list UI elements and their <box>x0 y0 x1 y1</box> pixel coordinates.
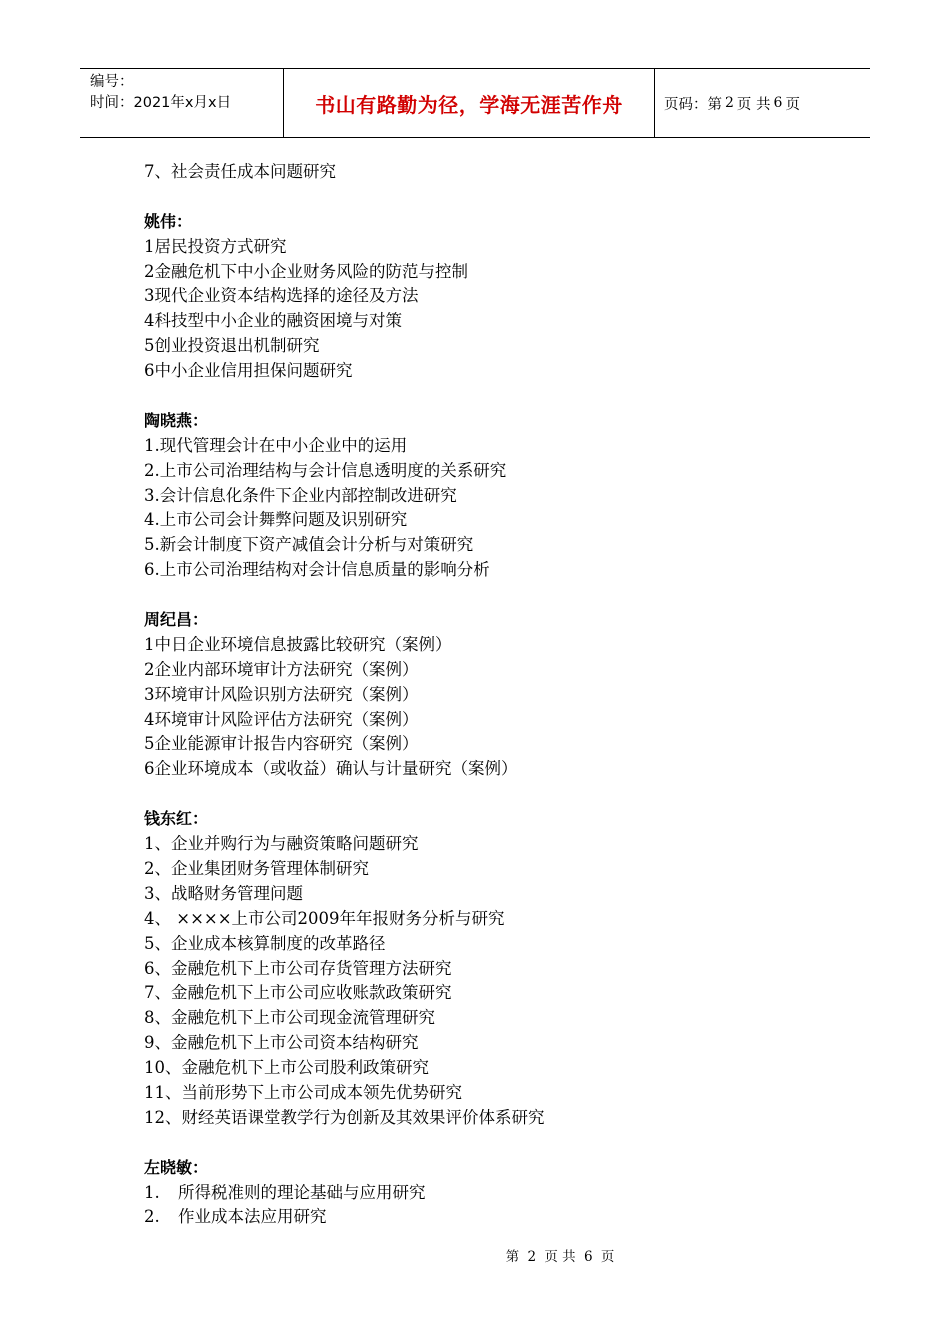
list-item: 1、企业并购行为与融资策略问题研究 <box>144 834 419 854</box>
footer-current: 2 <box>527 1249 537 1265</box>
date-label: 时间：2021年x月x日 <box>90 95 232 111</box>
page-header <box>80 68 870 138</box>
section-author: 左晓敏： <box>144 1157 209 1177</box>
list-item: 3环境审计风险识别方法研究（案例） <box>144 684 419 704</box>
list-item: 3.会计信息化条件下企业内部控制改进研究 <box>144 485 457 505</box>
list-item: 6、金融危机下上市公司存货管理方法研究 <box>144 958 452 978</box>
item-text: 所得税准则的理论基础与应用研究 <box>178 1182 426 1202</box>
item-number: 2. <box>144 1207 160 1227</box>
list-item: 6.上市公司治理结构对会计信息质量的影响分析 <box>144 560 490 580</box>
footer-prefix: 第 <box>505 1249 520 1265</box>
list-item: 5企业能源审计报告内容研究（案例） <box>144 734 419 754</box>
list-item: 2企业内部环境审计方法研究（案例） <box>144 659 419 679</box>
serial-label: 编号： <box>90 74 134 90</box>
section-author: 周纪昌： <box>144 610 209 630</box>
page-suffix: 页 <box>785 96 800 113</box>
list-item: 1中日企业环境信息披露比较研究（案例） <box>144 634 452 654</box>
page-total: 6 <box>773 95 783 111</box>
page-footer <box>0 1245 950 1265</box>
topic-section <box>144 210 864 409</box>
list-item: 4.上市公司会计舞弊问题及识别研究 <box>144 510 408 530</box>
header-motto: 书山有路勤为径，学海无涯苦作舟 <box>283 69 655 137</box>
section-author: 陶晓燕： <box>144 410 209 430</box>
intro-line: 7、社会责任成本问题研究 <box>144 162 336 181</box>
topic-section <box>144 807 864 1155</box>
page-prefix: 页码：第 <box>664 96 722 113</box>
document-body <box>144 160 864 1230</box>
list-item: 8、金融危机下上市公司现金流管理研究 <box>144 1008 435 1028</box>
list-item: 1居民投资方式研究 <box>144 236 287 256</box>
topic-section <box>144 409 864 608</box>
list-item: 4、 ××××上市公司2009年年报财务分析与研究 <box>144 908 505 928</box>
list-item: 3现代企业资本结构选择的途径及方法 <box>144 286 419 306</box>
section-author: 钱东红： <box>144 809 209 829</box>
list-item: 4科技型中小企业的融资困境与对策 <box>144 311 402 331</box>
list-item: 5.新会计制度下资产减值会计分析与对策研究 <box>144 535 474 555</box>
header-meta <box>80 69 283 137</box>
list-item: 11、当前形势下上市公司成本领先优势研究 <box>144 1082 462 1102</box>
list-item <box>144 1181 864 1206</box>
topic-sections <box>144 210 864 1156</box>
footer-total: 6 <box>583 1249 593 1265</box>
list-item: 12、财经英语课堂教学行为创新及其效果评价体系研究 <box>144 1107 545 1127</box>
list-item: 3、战略财务管理问题 <box>144 883 303 903</box>
list-item: 7、金融危机下上市公司应收账款政策研究 <box>144 983 452 1003</box>
footer-mid: 页 共 <box>544 1249 576 1265</box>
list-item: 10、金融危机下上市公司股利政策研究 <box>144 1058 429 1078</box>
item-text: 作业成本法应用研究 <box>178 1207 327 1227</box>
page-mid: 页 共 <box>736 96 771 113</box>
section-author: 姚伟： <box>144 211 193 231</box>
list-item: 9、金融危机下上市公司资本结构研究 <box>144 1033 419 1053</box>
list-item: 2、企业集团财务管理体制研究 <box>144 858 369 878</box>
list-item: 6企业环境成本（或收益）确认与计量研究（案例） <box>144 759 518 779</box>
page-current: 2 <box>725 95 734 111</box>
header-page-number <box>655 69 870 137</box>
footer-suffix: 页 <box>600 1249 615 1265</box>
list-item: 2.上市公司治理结构与会计信息透明度的关系研究 <box>144 460 507 480</box>
list-item: 2金融危机下中小企业财务风险的防范与控制 <box>144 261 468 281</box>
list-item: 5、企业成本核算制度的改革路径 <box>144 933 386 953</box>
list-item: 1.现代管理会计在中小企业中的运用 <box>144 435 408 455</box>
list-item: 4环境审计风险评估方法研究（案例） <box>144 709 419 729</box>
list-item: 6中小企业信用担保问题研究 <box>144 361 353 381</box>
list-item <box>144 1205 864 1230</box>
list-item: 5创业投资退出机制研究 <box>144 336 320 356</box>
section-zuo <box>144 1156 864 1231</box>
topic-section <box>144 608 864 807</box>
item-number: 1. <box>144 1182 160 1202</box>
